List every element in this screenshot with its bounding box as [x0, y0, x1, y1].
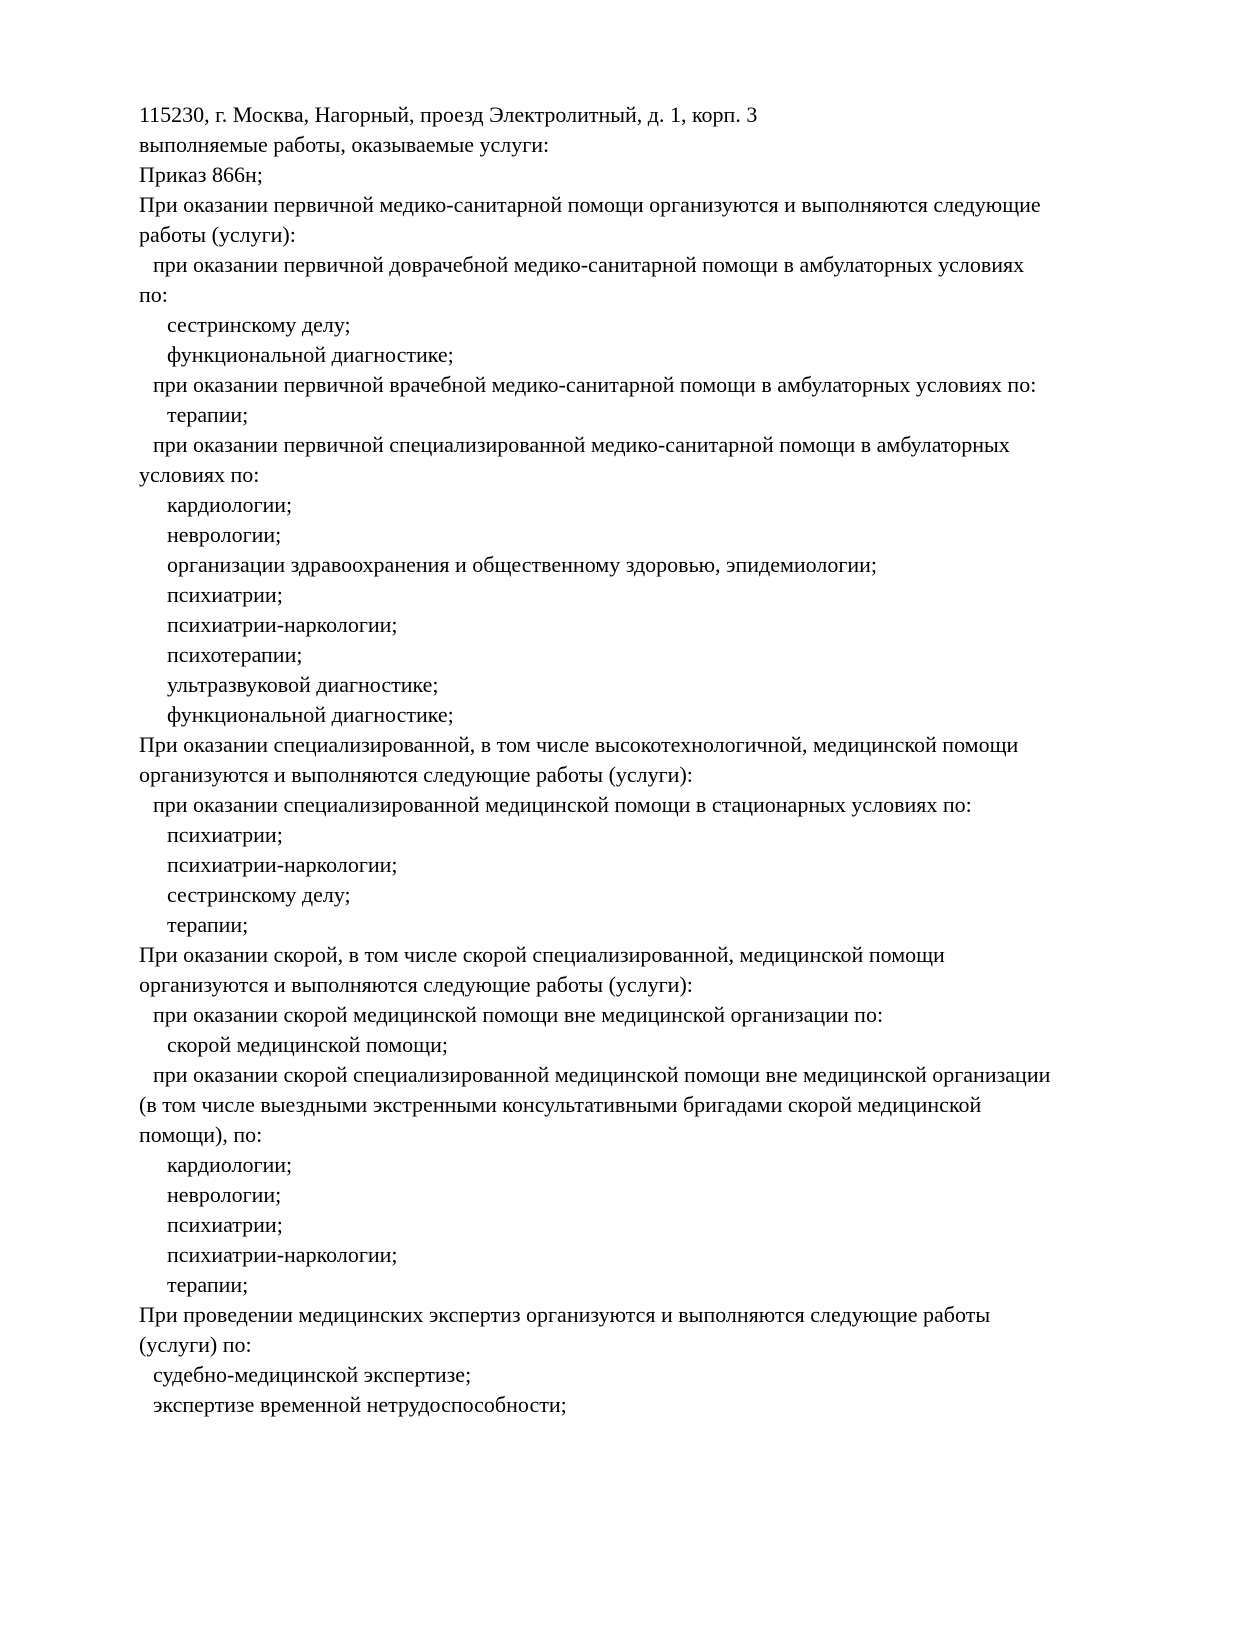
- text-line: кардиологии;: [167, 1152, 293, 1177]
- text-line: психиатрии;: [167, 582, 283, 607]
- text-line: при оказании скорой специализированной медицинской помощи вне медицинской организации: [153, 1062, 1051, 1087]
- text-line: (услуги) по:: [139, 1332, 252, 1357]
- text-line: Приказ 866н;: [139, 162, 263, 187]
- text-line: неврологии;: [167, 522, 282, 547]
- text-line: скорой медицинской помощи;: [167, 1032, 449, 1057]
- text-line: психотерапии;: [167, 642, 303, 667]
- text-line: психиатрии-наркологии;: [167, 852, 398, 877]
- text-line: при оказании первичной врачебной медико-санитарной помощи в амбулаторных условиях по:: [153, 372, 1037, 397]
- text-line: терапии;: [167, 1272, 249, 1297]
- text-line: при оказании специализированной медицинской помощи в стационарных условиях по:: [153, 792, 972, 817]
- text-line: психиатрии-наркологии;: [167, 1242, 398, 1267]
- text-line: функциональной диагностике;: [167, 342, 454, 367]
- text-line: терапии;: [167, 402, 249, 427]
- text-line: При оказании первичной медико-санитарной помощи организуются и выполняются следующие: [139, 192, 1041, 217]
- text-line: При оказании скорой, в том числе скорой специализированной, медицинской помощи: [139, 942, 945, 967]
- text-line: судебно-медицинской экспертизе;: [153, 1362, 472, 1387]
- text-line: при оказании первичной доврачебной медико-санитарной помощи в амбулаторных условиях: [153, 252, 1025, 277]
- text-line: (в том числе выездными экстренными консультативными бригадами скорой медицинской: [139, 1092, 982, 1117]
- text-line: условиях по:: [139, 462, 260, 487]
- text-line: экспертизе временной нетрудоспособности;: [153, 1392, 567, 1417]
- text-line: функциональной диагностике;: [167, 702, 454, 727]
- text-line: сестринскому делу;: [167, 312, 351, 337]
- text-line: при оказании первичной специализированной медико-санитарной помощи в амбулаторных: [153, 432, 1010, 457]
- text-line: ультразвуковой диагностике;: [167, 672, 439, 697]
- text-line: организуются и выполняются следующие работы (услуги):: [139, 762, 693, 787]
- text-line: помощи), по:: [139, 1122, 263, 1147]
- text-line: кардиологии;: [167, 492, 293, 517]
- text-line: работы (услуги):: [139, 222, 296, 247]
- text-line: 115230, г. Москва, Нагорный, проезд Электролитный, д. 1, корп. 3: [139, 102, 758, 127]
- text-line: организуются и выполняются следующие работы (услуги):: [139, 972, 693, 997]
- document-text-block: [139, 100, 1050, 1420]
- text-line: по:: [139, 282, 168, 307]
- text-line: неврологии;: [167, 1182, 282, 1207]
- text-line: терапии;: [167, 912, 249, 937]
- text-line: выполняемые работы, оказываемые услуги:: [139, 132, 550, 157]
- text-line: психиатрии;: [167, 822, 283, 847]
- text-line: организации здравоохранения и общественному здоровью, эпидемиологии;: [167, 552, 878, 577]
- text-line: психиатрии;: [167, 1212, 283, 1237]
- text-line: При проведении медицинских экспертиз организуются и выполняются следующие работы: [139, 1302, 991, 1327]
- text-line: при оказании скорой медицинской помощи вне медицинской организации по:: [153, 1002, 884, 1027]
- text-line: сестринскому делу;: [167, 882, 351, 907]
- text-line: При оказании специализированной, в том числе высокотехнологичной, медицинской помощи: [139, 732, 1019, 757]
- text-line: психиатрии-наркологии;: [167, 612, 398, 637]
